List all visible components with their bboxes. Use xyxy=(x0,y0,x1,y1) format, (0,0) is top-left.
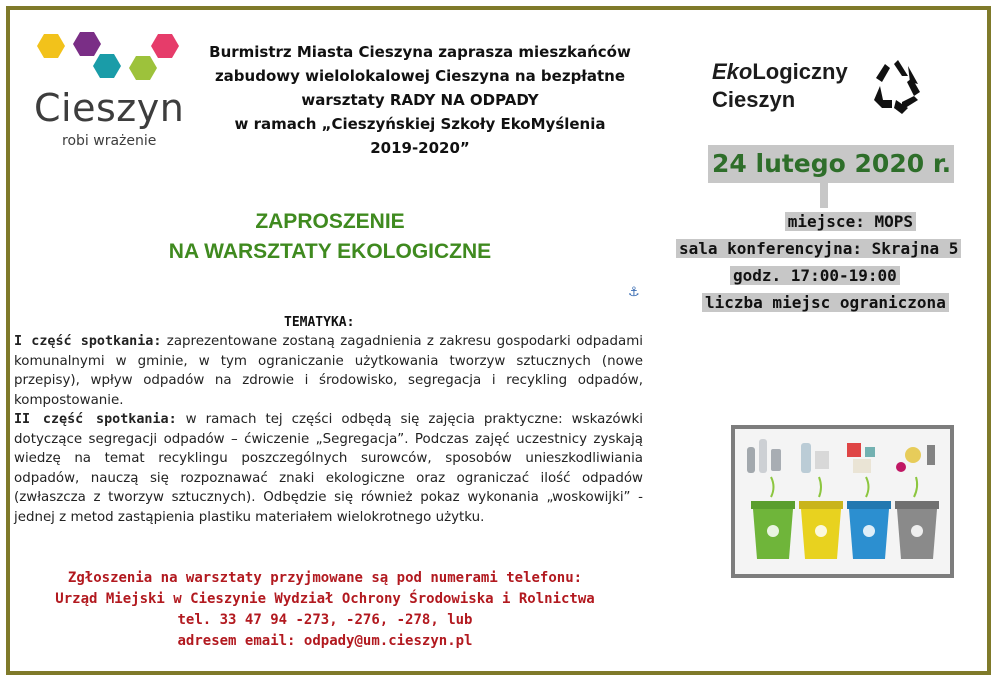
venue-room: sala konferencyjna: Skrajna 5 xyxy=(676,239,961,258)
topics-part2 xyxy=(14,410,643,527)
intro-line: w ramach „Cieszyńskiej Szkoły EkoMyślenia xyxy=(234,115,606,133)
venue-details xyxy=(676,208,976,316)
topics-part1 xyxy=(14,332,643,410)
eko-title-line2: Cieszyn xyxy=(712,87,796,112)
intro-line: 2019-2020” xyxy=(370,139,470,157)
heading-line2: NA WARSZTATY EKOLOGICZNE xyxy=(168,240,492,263)
contact-line: Zgłoszenia na warsztaty przyjmowane są pod numerami telefonu: xyxy=(67,570,583,586)
date-connector xyxy=(820,183,828,208)
contact-line: tel. 33 47 94 -273, -276, -278, lub xyxy=(177,612,473,628)
logo-wordmark: Cieszyn xyxy=(34,86,185,130)
intro-line: warsztaty RADY NA ODPADY xyxy=(301,91,539,109)
logo-tagline: robi wrażenie xyxy=(62,133,157,149)
venue-place: miejsce: MOPS xyxy=(785,212,916,231)
intro-text xyxy=(195,40,645,160)
eko-title-part1: Eko xyxy=(712,59,753,84)
part1-text: zaprezentowane zostaną zagadnienia z zakresu gospodarki odpadami komunalnymi w gminie, w tym ograniczanie użytkowania tworzyw sztucznych (nowe przepisy), wpływ odpadów na zdrowie i środowisko, segregacja i recykling odpadów, kompostowanie. xyxy=(14,334,643,408)
part2-label: II część spotkania: xyxy=(14,412,177,427)
invitation-heading xyxy=(100,207,560,267)
recycling-bins-illustration xyxy=(731,425,954,578)
recycle-icon xyxy=(868,56,928,116)
intro-line: zabudowy wielolokalowej Cieszyna na bezpłatne xyxy=(214,67,626,85)
eko-title-part2: Logiczny xyxy=(752,59,848,84)
heading-line1: ZAPROSZENIE xyxy=(255,210,405,233)
contact-line: Urząd Miejski w Cieszynie Wydział Ochrony Środowiska i Rolnictwa xyxy=(55,591,595,607)
topics-title: TEMATYKA: xyxy=(284,315,355,330)
event-date: 24 lutego 2020 r. xyxy=(708,145,954,183)
contact-info xyxy=(30,568,620,652)
contact-line: adresem email: odpady@um.cieszyn.pl xyxy=(177,633,473,649)
eko-logiczny-title xyxy=(712,58,848,114)
part2-text: w ramach tej części odbędą się zajęcia praktyczne: wskazówki dotyczące segregacji odpadów – ćwiczenie „Segregacja”. Podczas zajęć uczestnicy zyskają wiedzę na temat recyklingu poszczególnych surowców, sposobów unieszkodliwiania odpadów, nauczą się rozpoznawać znaki ekologiczne oraz ograniczać ilość odpadów (zwłaszcza z tworzyw sztucznych). Odbędzie się również pokaz wykonania „woskowijki” - jednej z metod zastąpienia plastiku materiałem wielokrotnego użytku. xyxy=(14,412,643,525)
venue-hours: godz. 17:00-19:00 xyxy=(730,266,900,285)
venue-note: liczba miejsc ograniczona xyxy=(702,293,949,312)
cieszyn-logo xyxy=(30,30,190,160)
anchor-icon: ⚓ xyxy=(628,285,640,300)
topics-body xyxy=(14,332,643,527)
part1-label: I część spotkania: xyxy=(14,334,162,349)
intro-line: Burmistrz Miasta Cieszyna zaprasza mieszkańców xyxy=(209,43,631,61)
